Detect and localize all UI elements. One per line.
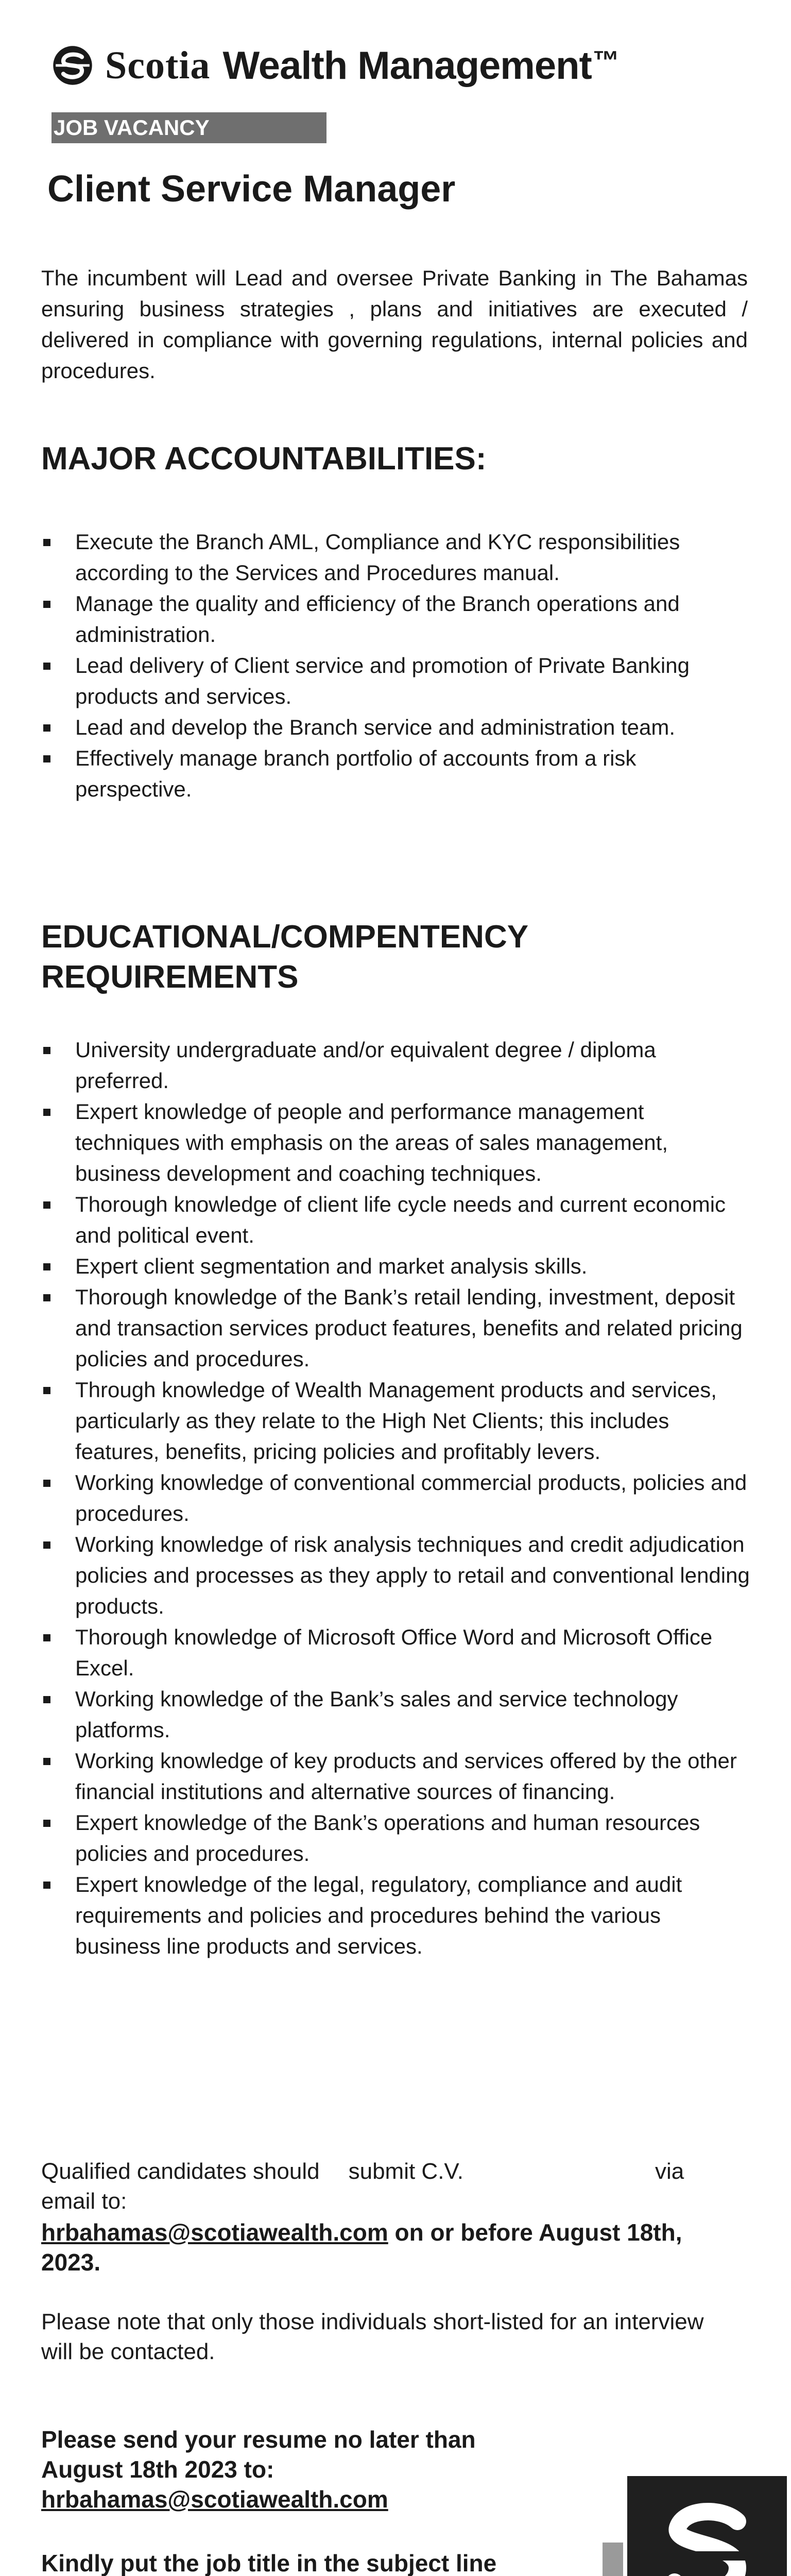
accountability-item: Lead delivery of Client service and promotion of Private Banking products and services. xyxy=(41,650,752,712)
requirements-heading-line-1: EDUCATIONAL/COMPENTENCY xyxy=(41,919,529,955)
requirement-item: Thorough knowledge of Microsoft Office Word and Microsoft Office Excel. xyxy=(41,1622,752,1684)
requirement-item: University undergraduate and/or equivalent degree / diploma preferred. xyxy=(41,1035,752,1096)
apply-deadline-text: on or before August 18th, 2023. xyxy=(41,2219,682,2276)
scotiabank-logo-badge xyxy=(627,2476,787,2576)
requirement-item: Working knowledge of risk analysis techniques and credit adjudication policies and processes as they apply to retail and conventional lending products. xyxy=(41,1529,752,1622)
requirement-item: Expert client segmentation and market analysis skills. xyxy=(41,1251,752,1282)
final-email-link[interactable]: hrbahamas@scotiawealth.com xyxy=(41,2486,388,2513)
requirement-item: Thorough knowledge of client life cycle needs and current economic and political event. xyxy=(41,1189,752,1251)
requirement-item: Expert knowledge of the legal, regulatory, compliance and audit requirements and policies and procedures behind the various business line products and services. xyxy=(41,1869,752,1962)
apply-deadline xyxy=(41,2217,731,2277)
trademark-symbol: ™ xyxy=(592,45,619,76)
scotiabank-s-icon xyxy=(627,2476,787,2576)
apply-text-a: Qualified candidates should xyxy=(41,2159,320,2184)
final-line-2: August 18th 2023 to: xyxy=(41,2456,274,2483)
apply-text-email-to: email to: xyxy=(41,2189,127,2214)
subject-line-instruction xyxy=(41,2548,608,2576)
brand-header xyxy=(51,37,619,94)
final-instructions xyxy=(41,2425,608,2514)
logo-badge-shadow xyxy=(603,2543,623,2576)
brand-name-wealth-management: Wealth Management™ xyxy=(222,43,619,88)
apply-instructions xyxy=(41,2157,711,2216)
requirements-heading-line-2: REQUIREMENTS xyxy=(41,959,299,995)
job-title: Client Service Manager xyxy=(47,168,456,210)
requirements-list xyxy=(41,1035,752,1962)
final-line-1: Please send your resume no later than xyxy=(41,2426,476,2453)
requirement-item: Expert knowledge of the Bank’s operations and human resources policies and procedures. xyxy=(41,1807,752,1869)
shortlist-note: Please note that only those individuals short-listed for an interview will be contacted. xyxy=(41,2309,704,2364)
accountability-item: Effectively manage branch portfolio of accounts from a risk perspective. xyxy=(41,743,752,805)
requirement-item: Thorough knowledge of the Bank’s retail lending, investment, deposit and transaction services product features, benefits and related pricing policies and procedures. xyxy=(41,1282,752,1375)
intro-paragraph: The incumbent will Lead and oversee Private Banking in The Bahamas ensuring business strategies , plans and initiatives are executed / delivered in compliance with governing regulations, internal policies and procedures. xyxy=(41,266,748,383)
scotiabank-s-icon xyxy=(51,44,94,87)
job-vacancy-label: JOB VACANCY xyxy=(51,112,326,143)
apply-text-via: via xyxy=(655,2159,684,2184)
requirement-item: Through knowledge of Wealth Management products and services, particularly as they relate to the High Net Clients; this includes features, benefits, pricing policies and profitably levers. xyxy=(41,1375,752,1467)
apply-text-b: submit C.V. xyxy=(348,2159,463,2184)
accountability-item: Execute the Branch AML, Compliance and KYC responsibilities according to the Services and Procedures manual. xyxy=(41,527,752,588)
requirement-item: Expert knowledge of people and performance management techniques with emphasis on the areas of sales management, business development and coaching techniques. xyxy=(41,1096,752,1189)
accountabilities-heading: MAJOR ACCOUNTABILITIES: xyxy=(41,441,487,477)
accountability-item: Manage the quality and efficiency of the Branch operations and administration. xyxy=(41,588,752,650)
apply-email-link[interactable]: hrbahamas@scotiawealth.com xyxy=(41,2219,388,2246)
subject-line-1: Kindly put the job title in the subject line xyxy=(41,2550,497,2576)
requirement-item: Working knowledge of key products and services offered by the other financial institutions and alternative sources of financing. xyxy=(41,1745,752,1807)
requirement-item: Working knowledge of conventional commercial products, policies and procedures. xyxy=(41,1467,752,1529)
accountabilities-list xyxy=(41,527,752,805)
brand-name-scotia: Scotia xyxy=(105,43,211,87)
accountability-item: Lead and develop the Branch service and administration team. xyxy=(41,712,752,743)
requirements-heading xyxy=(41,917,528,997)
requirement-item: Working knowledge of the Bank’s sales and service technology platforms. xyxy=(41,1684,752,1745)
